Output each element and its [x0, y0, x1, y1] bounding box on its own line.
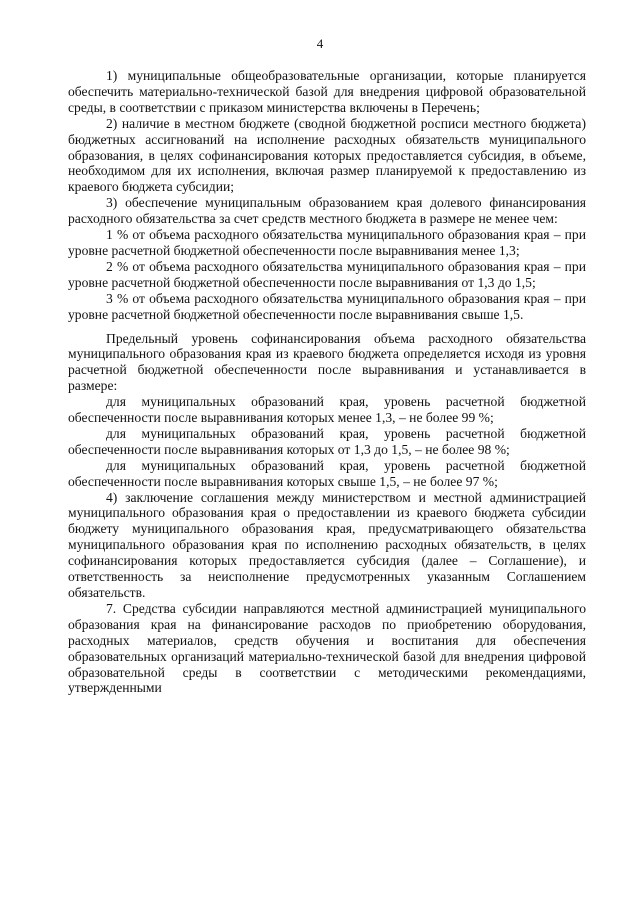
paragraph-share-2-percent: 2 % от объема расходного обязательства муниципального образования края – при уровне расчетной бюджетной обеспеченности после выравнивания от 1,3 до 1,5; — [68, 258, 586, 290]
paragraph-condition-3: 3) обеспечение муниципальным образованием края долевого финансирования расходного обязательства за счет средств местного бюджета в размере не менее чем: — [68, 195, 586, 227]
paragraph-section-7: 7. Средства субсидии направляются местной администрацией муниципального образования края на финансирование расходов по приобретению оборудования, расходных материалов, средств обучения и воспитания для обеспечения образовательных организаций материально-технической базой для внедрения цифровой образовательной среды в соответствии с методическими рекомендациями, утвержденными — [68, 600, 586, 696]
paragraph-limit-99: для муниципальных образований края, уровень расчетной бюджетной обеспеченности после выравнивания которых менее 1,3, – не более 99 %; — [68, 394, 586, 426]
page-number: 4 — [316, 36, 324, 51]
paragraph-limit-97: для муниципальных образований края, уровень расчетной бюджетной обеспеченности после выравнивания которых свыше 1,5, – не более 97 %; — [68, 457, 586, 489]
paragraph-cofinancing-limit: Предельный уровень софинансирования объема расходного обязательства муниципального образования края из краевого бюджета определяется исходя из уровня расчетной бюджетной обеспеченности после выравнивания и устанавливается в размере: — [68, 330, 586, 394]
document-body — [68, 68, 586, 696]
paragraph-condition-2: 2) наличие в местном бюджете (сводной бюджетной росписи местного бюджета) бюджетных ассигнований на исполнение расходных обязательств муниципального образования, в целях софинансирования которых предоставляется субсидия, в объеме, необходимом для их исполнения, включая размер планируемой к предоставлению из краевого бюджета субсидии; — [68, 115, 586, 195]
paragraph-share-1-percent: 1 % от объема расходного обязательства муниципального образования края – при уровне расчетной бюджетной обеспеченности после выравнивания менее 1,3; — [68, 227, 586, 258]
paragraph-limit-98: для муниципальных образований края, уровень расчетной бюджетной обеспеченности после выравнивания которых от 1,3 до 1,5, – не более 98 %; — [68, 425, 586, 457]
paragraph-condition-4: 4) заключение соглашения между министерством и местной администрацией муниципального образования края о предоставлении из краевого бюджета субсидии бюджету муниципального образования края, предусматривающего обязательства муниципального образования края по исполнению расходных обязательств, в целях софинансирования которых предоставляется субсидия (далее – Соглашение), и ответственность за неисполнение предусмотренных указанным Соглашением обязательств. — [68, 489, 586, 600]
paragraph-share-3-percent: 3 % от объема расходного обязательства муниципального образования края – при уровне расчетной бюджетной обеспеченности после выравнивания свыше 1,5. — [68, 290, 586, 322]
paragraph-condition-1: 1) муниципальные общеобразовательные организации, которые планируется обеспечить материально-технической базой для внедрения цифровой образовательной среды, в соответствии с приказом министерства включены в Перечень; — [68, 68, 586, 115]
